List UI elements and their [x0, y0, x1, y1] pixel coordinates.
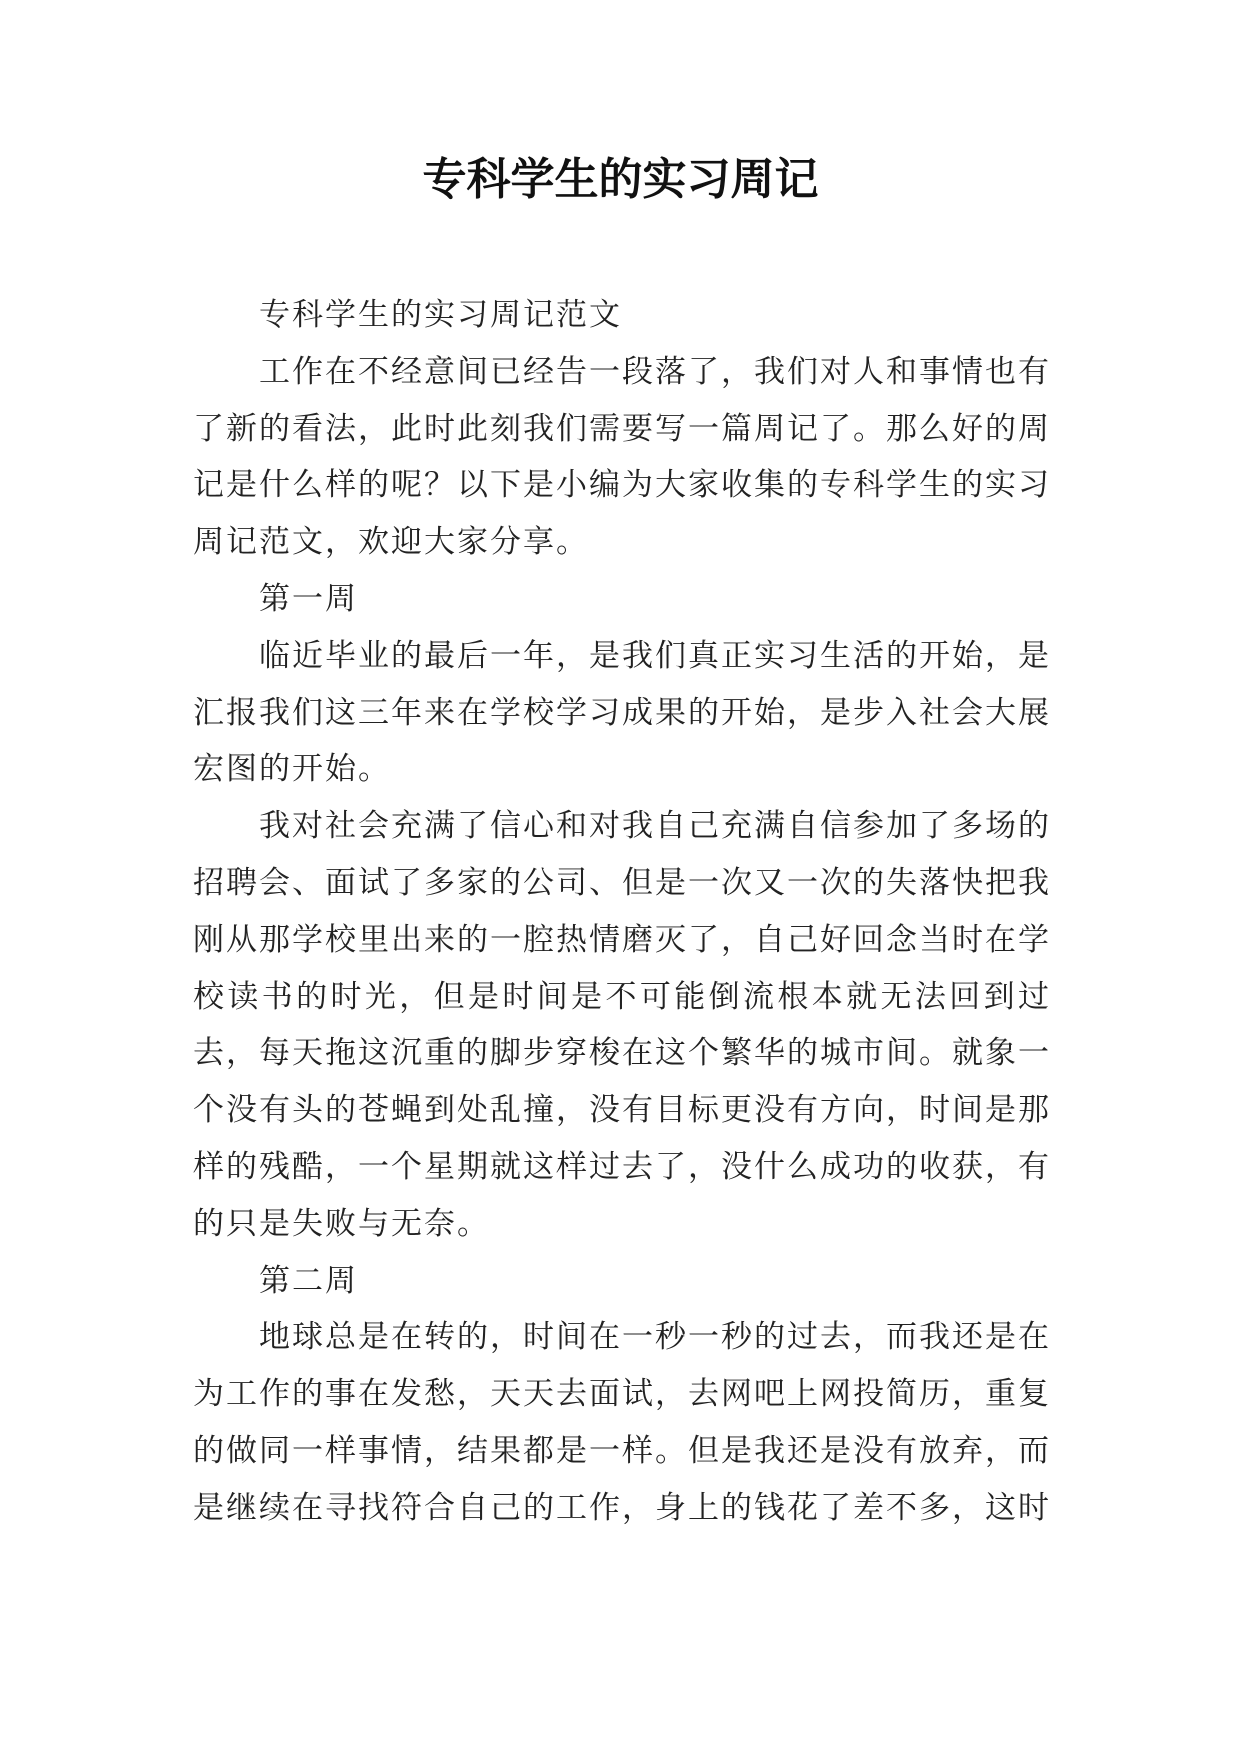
intro-paragraph: 工作在不经意间已经告一段落了，我们对人和事情也有了新的看法，此时此刻我们需要写一篇周记了。那么好的周记是什么样的呢？以下是小编为大家收集的专科学生的实习周记范文，欢迎大家分享。: [193, 353, 1051, 561]
week-one-heading: 第一周: [259, 580, 358, 617]
body-paragraph: 我对社会充满了信心和对我自己充满自信参加了多场的招聘会、面试了多家的公司、但是一次又一次的失落快把我刚从那学校里出来的一腔热情磨灭了，自己好回念当时在学校读书的时光，但是时间是不可能倒流根本就无法回到过去，每天拖这沉重的脚步穿梭在这个繁华的城市间。就象一个没有头的苍蝇到处乱撞，没有目标更没有方向，时间是那样的残酷，一个星期就这样过去了，没什么成功的收获，有的只是失败与无奈。: [193, 808, 1051, 1242]
week-two-heading: 第二周: [259, 1262, 358, 1299]
document-body: [193, 287, 1051, 1537]
body-paragraph: 临近毕业的最后一年，是我们真正实习生活的开始，是汇报我们这三年来在学校学习成果的开始，是步入社会大展宏图的开始。: [193, 637, 1051, 788]
body-paragraph: 地球总是在转的，时间在一秒一秒的过去，而我还是在为工作的事在发愁，天天去面试，去网吧上网投简历，重复的做同一样事情，结果都是一样。但是我还是没有放弃，而是继续在寻找符合自己的工作，身上的钱花了差不多，这时: [193, 1319, 1051, 1526]
document-title: 专科学生的实习周记: [422, 154, 819, 205]
subtitle-paragraph: 专科学生的实习周记范文: [259, 297, 622, 333]
